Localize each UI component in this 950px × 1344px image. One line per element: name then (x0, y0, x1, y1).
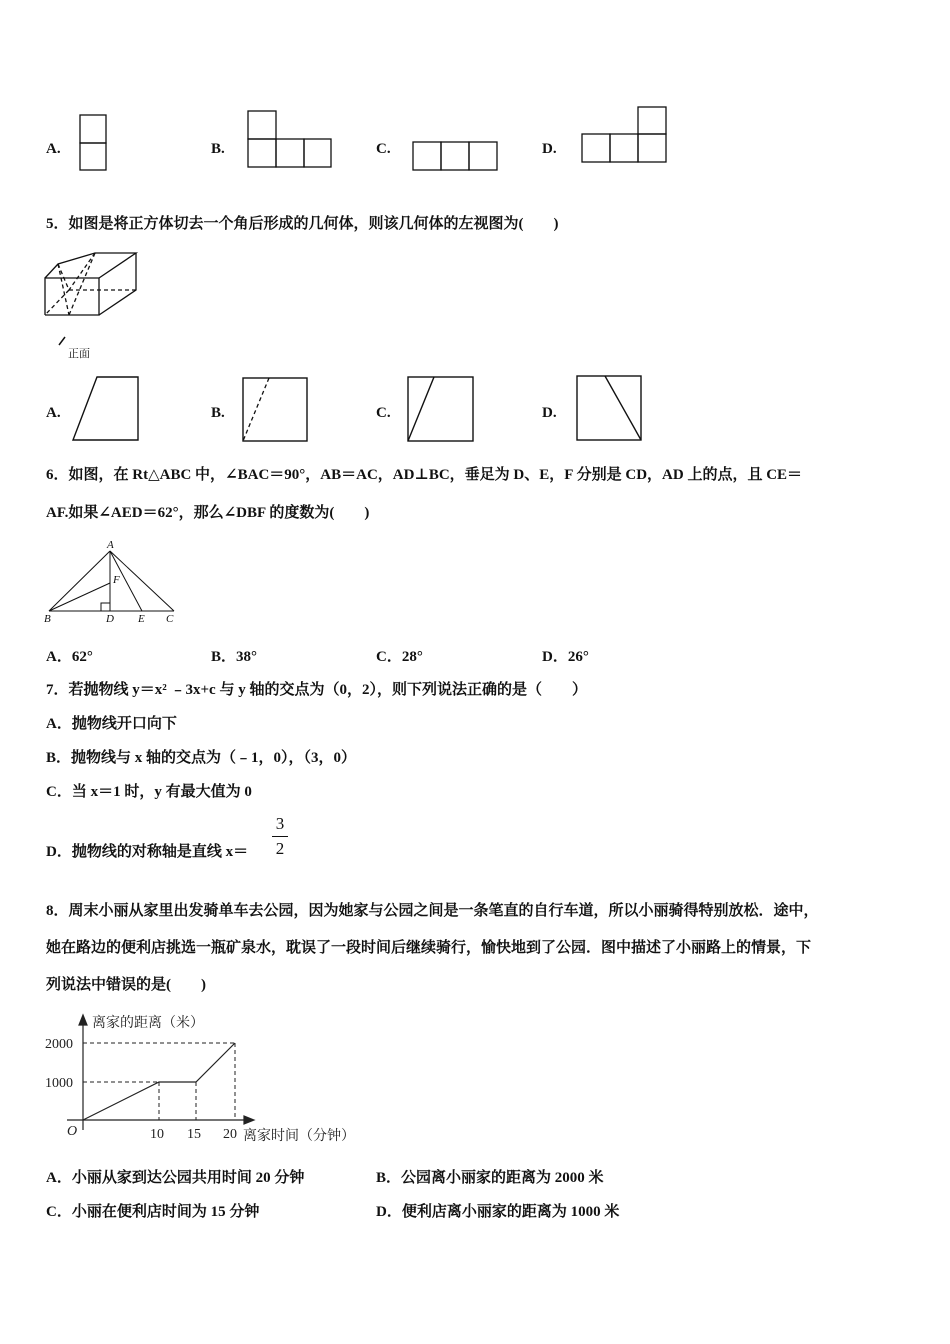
q4-option-a-figure (78, 113, 108, 173)
x-axis-label: 离家时间（分钟） (243, 1129, 355, 1144)
q8-option-d: D．便利店离小丽家的距离为 1000 米 (376, 1204, 620, 1220)
q6-stem-line1: 6．如图，在 Rt△ABC 中，∠BAC＝90°，AB＝AC，AD⊥BC，垂足为 D、E，F 分别是 CD，AD 上的点，且 CE＝ (46, 467, 803, 483)
q7-option-a: A．抛物线开口向下 (46, 716, 177, 732)
q4-option-c-label: C. (376, 141, 391, 157)
q8-stem-line3: 列说法中错误的是( ) (46, 977, 206, 993)
q8-distance-time-graph (40, 1005, 390, 1155)
q7-option-b: B．抛物线与 x 轴的交点为（﹣1，0），（3，0） (46, 750, 357, 766)
q6-option-d: D．26° (542, 649, 589, 665)
y-tick-1000: 1000 (45, 1076, 73, 1091)
x-axis-arrow-icon (244, 1116, 254, 1124)
q5-option-a-figure (70, 374, 142, 444)
q4-option-d-figure (580, 105, 670, 165)
q7-option-d: D．抛物线的对称轴是直线 x＝ (46, 844, 249, 860)
q4-option-d-label: D. (542, 141, 557, 157)
q4-option-c-figure (411, 140, 501, 173)
q5-front-label: 正面 (68, 348, 90, 360)
q6-stem-line2: AF.如果∠AED＝62°，那么∠DBF 的度数为( ) (46, 505, 370, 521)
q6-option-a: A．62° (46, 649, 93, 665)
q5-stem: 5．如图是将正方体切去一个角后形成的几何体，则该几何体的左视图为( ) (46, 216, 559, 232)
q5-option-b-figure (241, 376, 311, 444)
y-axis-label: 离家的距离（米） (92, 1016, 204, 1031)
y-axis-arrow-icon (79, 1015, 87, 1025)
q6-option-b: B．38° (211, 649, 258, 665)
point-d-label: D (106, 613, 114, 625)
q7-fraction (272, 814, 288, 859)
q7-stem: 7．若抛物线 y＝x² ﹣3x+c 与 y 轴的交点为（0，2），则下列说法正确的是（ ） (46, 682, 587, 698)
point-c-label: C (166, 613, 174, 625)
q8-stem-line2: 她在路边的便利店挑选一瓶矿泉水，耽误了一段时间后继续骑行，愉快地到了公园．图中描述了小丽路上的情景，下 (46, 940, 812, 956)
q5-option-d-label: D. (542, 405, 557, 421)
x-tick-20: 20 (223, 1127, 237, 1142)
q6-triangle-figure (42, 538, 182, 628)
q4-option-b-label: B. (211, 141, 225, 157)
q5-option-c-label: C. (376, 405, 391, 421)
y-tick-2000: 2000 (45, 1037, 73, 1052)
fraction-numerator: 3 (275, 814, 285, 833)
x-tick-15: 15 (187, 1127, 201, 1142)
q7-option-c: C．当 x＝1 时，y 有最大值为 0 (46, 784, 252, 800)
q8-option-c: C．小丽在便利店时间为 15 分钟 (46, 1204, 260, 1220)
x-tick-10: 10 (150, 1127, 164, 1142)
q5-cube-figure (42, 248, 142, 348)
point-f-label: F (113, 574, 120, 586)
q4-option-a-label: A. (46, 141, 61, 157)
fraction-denominator: 2 (275, 839, 285, 858)
q6-option-c: C．28° (376, 649, 423, 665)
q8-stem-line1: 8．周末小丽从家里出发骑单车去公园，因为她家与公园之间是一条笔直的自行车道，所以小丽骑得特别放松．途中， (46, 903, 819, 919)
point-e-label: E (138, 613, 145, 625)
q8-option-b: B．公园离小丽家的距离为 2000 米 (376, 1170, 604, 1186)
q5-option-b-label: B. (211, 405, 225, 421)
point-a-label: A (107, 539, 114, 551)
q5-option-d-figure (575, 374, 645, 444)
q4-option-b-figure (246, 109, 334, 171)
origin-label: O (67, 1124, 78, 1139)
q5-option-c-figure (406, 375, 476, 444)
q5-option-a-label: A. (46, 405, 61, 421)
point-b-label: B (44, 613, 51, 625)
q8-option-a: A．小丽从家到达公园共用时间 20 分钟 (46, 1170, 305, 1186)
